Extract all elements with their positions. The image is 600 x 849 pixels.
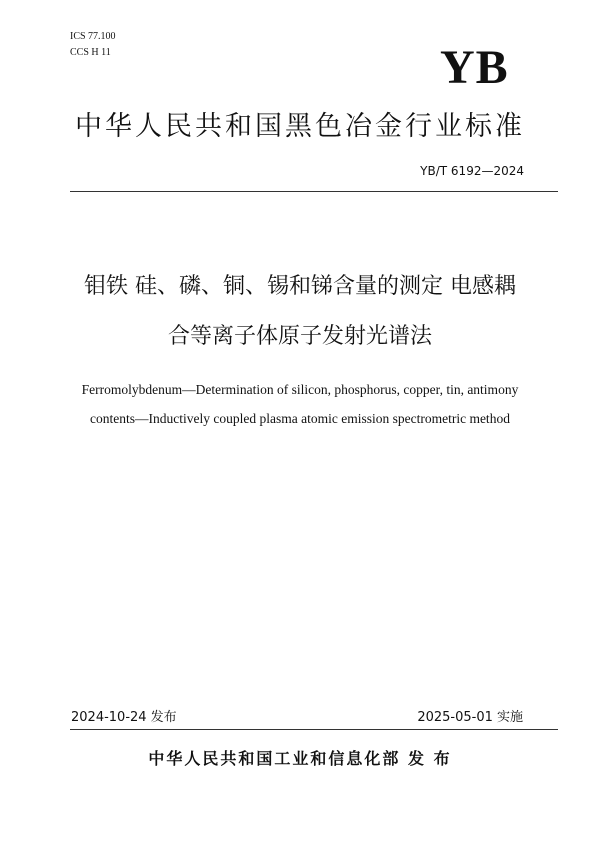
footer-divider bbox=[70, 729, 558, 730]
title-en-line2: contents—Inductively coupled plasma atomic emission spectrometric method bbox=[90, 411, 510, 426]
header-divider bbox=[70, 191, 558, 192]
ics-code: ICS 77.100 bbox=[70, 31, 116, 42]
ccs-code: CCS H 11 bbox=[70, 47, 111, 58]
yb-logo: YB bbox=[440, 41, 509, 94]
implementation-date: 2025-05-01 实施 bbox=[417, 710, 523, 725]
issue-date: 2024-10-24 发布 bbox=[71, 710, 177, 725]
issuing-authority: 中华人民共和国工业和信息化部 发 布 bbox=[148, 749, 452, 768]
title-zh-line2: 合等离子体原子发射光谱法 bbox=[167, 324, 432, 349]
organization-title: 中华人民共和国黑色冶金行业标准 bbox=[75, 111, 525, 142]
title-en-line1: Ferromolybdenum—Determination of silicon, phosphorus, copper, tin, antimony bbox=[81, 382, 519, 397]
standard-number: YB/T 6192—2024 bbox=[420, 164, 524, 178]
title-zh-line1: 钼铁 硅、磷、铜、锡和锑含量的测定 电感耦 bbox=[84, 274, 516, 299]
